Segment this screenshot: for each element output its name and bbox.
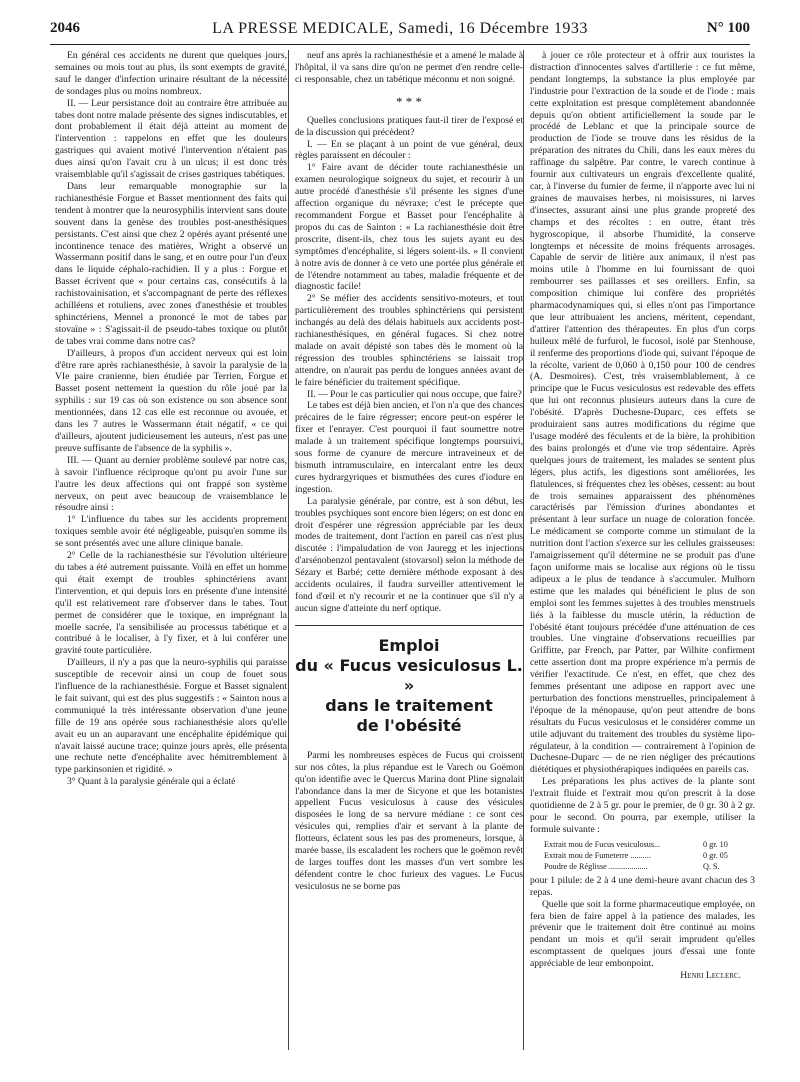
journal-title: LA PRESSE MEDICALE, Samedi, 16 Décembre 1933	[212, 20, 588, 37]
article-title-line: du « Fucus vesiculosus L. »	[295, 655, 523, 695]
article-title-line: Emploi	[378, 635, 440, 655]
paragraph: En général ces accidents ne durent que quelques jours, semaines ou mois tout au plus, ils sont exempts de gravité, sauf le danger d'infection urinaire résultant de la nécessité de sondages plus ou moins nombreux.	[55, 50, 287, 97]
formula-row	[544, 839, 755, 850]
author-signature: Henri Leclerc.	[680, 970, 741, 982]
paragraph: Dans leur remarquable monographie sur la rachianesthésie Forgue et Basset mentionnent des faits qui tendent à montrer que la neurosyphilis intervient sans doute souvent dans la genèse des troubles post-anesthésiques persistants. C'est ainsi que chez 2 opérés ayant présenté une incontinence tenace des matières, Wright a observé un Wassermann positif dans le sang, et en outre pour l'un d'eux dans le liquide céphalo-rachidien. Il y a plus : Forgue et Basset écrivent que « pour certains cas, consécutifs à la rachistovainisation, et s'accompagnant de perte des réflexes achilléens et rotuliens, avec zones d'anesthésie et troubles sphinctériens, Mennel a prononcé le mot de tabes par stovaïne » : S'agissait-il de pseudo-tabes toxique ou plutôt de tabes vrai comme dans notre cas?	[55, 180, 287, 347]
column-3	[523, 50, 755, 1050]
column-2	[288, 50, 523, 1050]
formula-quantity: 0 gr. 05	[703, 850, 728, 860]
paragraph: II. — Pour le cas particulier qui nous occupe, que faire?	[307, 388, 522, 400]
formula-row	[544, 850, 755, 861]
issue-number: N° 100	[706, 20, 750, 36]
article-divider	[295, 625, 523, 626]
formula-ingredient: Extrait mou de Fumeterre ..........	[544, 850, 651, 860]
paragraph: pour 1 pilule: de 2 à 4 une demi-heure avant chacun des 3 repas.	[530, 874, 755, 898]
article-title-line: dans le traitement	[325, 695, 493, 715]
paragraph: Les préparations les plus actives de la plante sont l'extrait fluide et l'extrait mou qu'on prescrit à la dose quotidienne de 2 à 5 gr. pour le premier, de 0 gr. 30 à 2 gr. pour le second. On pourra, par exemple, utiliser la formule suivante :	[530, 776, 755, 835]
paragraph: 2° Celle de la rachianesthésie sur l'évolution ultérieure du tabes a été autrement puissante. Voilà en effet un homme qui était exempt de troubles sphinctériens avant l'intervention, et qui depuis lors en présente d'une intensité qu'il est relativement rare d'observer dans le tabes. Tout permet de considérer que le toxique, en imprégnant la moelle sacrée, l'a sensibilisée au processus tabétique et a contribué à le localiser, à l'y fixer, et à lui conférer une gravité toute particulière.	[55, 550, 287, 657]
paragraph: II. — Leur persistance doit au contraire être attribuée au tabes dont notre malade présente des signes indiscutables, et dont probablement il était déjà atteint au moment de l'intervention : rappelons en effet que les douleurs gastriques qui avaient motivé l'intervention n'étaient pas dues ainsi qu'on l'avait cru à un ulcus; il est donc très vraisemblable qu'il s'agissait de crises gastriques tabétiques.	[55, 97, 287, 181]
paragraph: neuf ans après la rachianesthésie et a amené le malade à l'hôpital, il va sans dire qu'on ne permet d'en rendre celle-ci responsable, chez un tabétique méconnu et non soigné.	[295, 50, 523, 85]
paragraph: 2° Se méfier des accidents sensitivo-moteurs, et tout particulièrement des troubles sphinctériens qui persistent inchangés au delà des délais habituels aux accidents post-rachianesthésiques, en général fugaces. Si chez notre malade on avait dépisté son tabes dès le moment où la régression des troubles sphinctériens se laissait trop attendre, on n'aurait pas perdu de longues années avant de le faire bénéficier du traitement spécifique.	[295, 293, 523, 388]
paragraph: I. — En se plaçant à un point de vue général, deux règles paraissent en découler :	[295, 138, 523, 162]
paragraph: Parmi les nombreuses espèces de Fucus qui croissent sur nos côtes, la plus répandue est le Varech ou Goëmon qu'on identifie avec le Quercus Marina dont Pline signalait l'abondance dans la mer de Sicyone et que les botanistes appellent Fucus vesiculosus à cause des vésicules disposées le long de sa nervure médiane : ce sont ces vésicules qui, remplies d'air et servant à la plante de flotteurs, éclatent sous les pas des promeneurs, lorsque, à marée basse, ils escaladent les rochers que le goëmon revêt de larges touffes dont les masses d'un vert sombre les défendent contre le choc furieux des vagues. Le Fucus vesiculosus ne se borne pas	[295, 749, 523, 892]
paragraph: D'ailleurs, il n'y a pas que la neuro-syphilis qui paraisse susceptible de recevoir ainsi un coup de fouet sous l'influence de la rachianesthésie. Forgue et Basset signalent le fait suivant, qui est des plus suggestifs : « Sainton nous a communiqué la très intéressante observation d'une jeune fille de 19 ans opérée sous rachianesthésie alors qu'elle avait eu un an auparavant une encéphalite épidémique qui n'avait laissé aucune trace; quinze jours après, elle présenta une rechute nette d'encéphalite avec hémitremblement à type parkinsonien et rigidité. »	[55, 657, 287, 776]
formula-ingredient: Poudre de Réglisse ...................	[544, 861, 648, 871]
paragraph: La paralysie générale, par contre, est à son début, les troubles psychiques sont encore bien légers; on est donc en droit d'espérer une régression appréciable par les deux modes de traitement, dont l'action en pareil cas n'est plus discutée : l'impaludation de von Jauregg et les injections d'arsénobenzol pentavalent (stovarsol) selon la méthode de Sézary et Barbé; cette dernière méthode exposant à des accidents oculaires, il faudra surveiller attentivement le fond d'œil et n'y recourir et ne la continuer que s'il n'y a aucun signe d'atteinte du nerf optique.	[295, 495, 523, 614]
paragraph: 3° Quant à la paralysie générale qui a éclaté	[67, 776, 236, 788]
article-title	[295, 636, 523, 736]
paragraph: à jouer ce rôle protecteur et à offrir aux touristes la distraction d'innocentes salves d'artillerie : ce fut même, pendant longtemps, la substance la plus employée par l'industrie pour l'extraction de la soude et de l'iode : mais cette exploitation est presque complètement abandonnée depuis qu'on obtient artificiellement la soude par le procédé de Leblanc et que la principale source de production de l'iode se trouve dans les résidus de la préparation des nitrates du Chili, dans les eaux mères du raffinage du salpêtre. Par contre, le varech continue à fournir aux cultivateurs un engrais d'excellente qualité, car, à l'inverse du fumier de ferme, il n'apporte avec lui ni graines de mauvaises herbes, ni moisissures, ni larves d'insectes, assurant ainsi une plus grande propreté des champs et des récoltes : en outre, étant très hygroscopique, il absorbe l'humidité, la conserve longtemps et nécessite de moins fréquents arrosages. Capable de servir de litière aux animaux, il n'est pas moins utile à l'homme en lui fournissant de quoi rembourrer ses paillasses et ses oreillers. Enfin, sa composition chimique lui confère des propriétés pharmacodynamiques qui, si elles n'ont pas l'importance que leur attribuaient les anciens, méritent, cependant, d'attirer l'attention des thérapeutes. En plus d'un corps huileux mêlé de furfurol, le fucosol, isolé par Stenhouse, il renferme des proportions d'iode qui, suivant l'époque de la récolte, varient de 0,060 à 0,150 pour 100 de cendres (A. Desmoires). C'est, très vraisemblablement, à ce principe que le Fucus vesiculosus est redevable des effets que lui ont reconnus plusieurs auteurs dans la cure de l'obésité. D'après Duchesne-Duparc, ces effets se produiraient sans autres modifications du régime que l'usage modéré des féculents et de la bière, la prohibition des bains prolongés et d'une vie trop sédentaire. Après quelques jours de traitement, les malades se sentent plus légers, plus actifs, les digestions sont améliorées, les flatulences, si fréquentes chez les obèses, cessent: au bout de trois semaines apparaissent des phénomènes caractérisés par l'émission d'urines abondantes et présentant à leur surface un nuage de coloration foncée. Le médicament se comporte comme un stimulant de la nutrition dont l'action s'exerce sur les cellules graisseuses: l'amaigrissement qu'il détermine ne se produit pas d'une façon uniforme mais se localise aux régions où le tissu adipeux a le plus de tendance à s'accumuler. Mulhorn estime que les malades qui bénéficient le plus de son emploi sont les femmes sujettes à des troubles menstruels liés à la faiblesse du muscle utérin, la réduction de l'obésité étant toujours précédée d'une atténuation de ces troubles. Une vingtaine d'observations recueillies par Griffitte, par French, par Patter, par Wilhite confirment cette assertion dont ma propre expérience m'a permis de vérifier l'exactitude. Ce n'est, en effet, que chez des femmes présentant une adipose en rapport avec une perturbation des fonctions menstruelles, principalement à l'époque de la ménopause, qu'on peut attendre de bons résultats du Fucus vesiculosus et le considérer comme un utile adjuvant du traitement des troubles du système lipo-régulateur, à la condition — contrairement à l'opinion de Duchesne-Duparc — de ne rien négliger des précautions diététiques et physiothérapiques indiquées en pareils cas.	[530, 50, 755, 776]
paragraph: Quelle que soit la forme pharmaceutique employée, on fera bien de faire appel à la patience des malades, les prévenir que le traitement doit être continué au moins pendant un mois et qu'il serait imprudent qu'elles escomptassent de quelques jours d'essai une fonte appréciable de leur embonpoint.	[530, 898, 755, 970]
formula-row	[544, 861, 755, 872]
formula-quantity: 0 gr. 10	[703, 839, 728, 849]
paragraph: Le tabes est déjà bien ancien, et l'on n'a que des chances précaires de le faire régresser; encore peut-on espérer le fixer et l'enrayer. C'est pourquoi il faut soumettre notre malade à un traitement spécifique longtemps poursuivi, sous forme de cyanure de mercure intraveineux et de bismuth intramusculaire, en intercalant entre les deux cures hydrargyriques et bismuthées des cures d'iodure en ingestion.	[295, 400, 523, 495]
section-separator-stars: * * *	[396, 93, 422, 109]
formula-quantity: Q. S.	[703, 861, 720, 871]
paragraph: III. — Quant au dernier problème soulevé par notre cas, à savoir l'influence réciproque qu'ont pu avoir l'une sur l'autre les deux affections qui ont frappé son système nerveux, on peut avec beaucoup de vraisemblance le résoudre ainsi :	[55, 454, 287, 514]
page-number: 2046	[50, 20, 80, 36]
article-title-line: de l'obésité	[356, 715, 462, 735]
column-1	[55, 50, 287, 1050]
paragraph: Quelles conclusions pratiques faut-il tirer de l'exposé et de la discussion qui précèdent?	[295, 114, 523, 138]
formula-ingredient: Extrait mou de Fucus vesiculosus...	[544, 839, 661, 849]
page-header	[50, 18, 750, 45]
paragraph: 1° L'influence du tabes sur les accidents proprement toxiques semble avoir été négligeable, puisqu'en somme ils se sont présentés avec une allure clinique banale.	[55, 514, 287, 550]
prescription-formula	[544, 839, 755, 872]
paragraph: D'ailleurs, à propos d'un accident nerveux qui est loin d'être rare après rachianesthésie, à savoir la paralysie de la VIe paire cranienne, bien étudiée par Terrien, Forgue et Basset posent nettement la question du rôle joué par la syphilis : sur 19 cas où son existence ou son absence sont mentionnées, dans 12 cas elle est reconnue ou avouée, et dans les 7 autres le Wassermann était négatif, « ce qui d'ailleurs, ajoutent judicieusement les auteurs, n'est pas une preuve suffisante de l'absence de la syphilis ».	[55, 347, 287, 454]
paragraph: 1° Faire avant de décider toute rachianesthésie un examen neurologique soigneux du sujet, et recourir à un autre procédé d'anesthésie s'il présente les signes d'une affection organique du névraxe; c'est le précepte que recommandent Forgue et Basset pour l'encéphalite à propos du cas de Sainton : « La rachianesthésie doit être proscrite, disent-ils, chez tous les sujets ayant eu des symptômes d'encéphalite, si légers soient-ils. » Il convient à notre avis de donner à ce veto une portée plus générale et de l'étendre notamment au tabes, maladie fréquente et de diagnostic facile!	[295, 162, 523, 293]
